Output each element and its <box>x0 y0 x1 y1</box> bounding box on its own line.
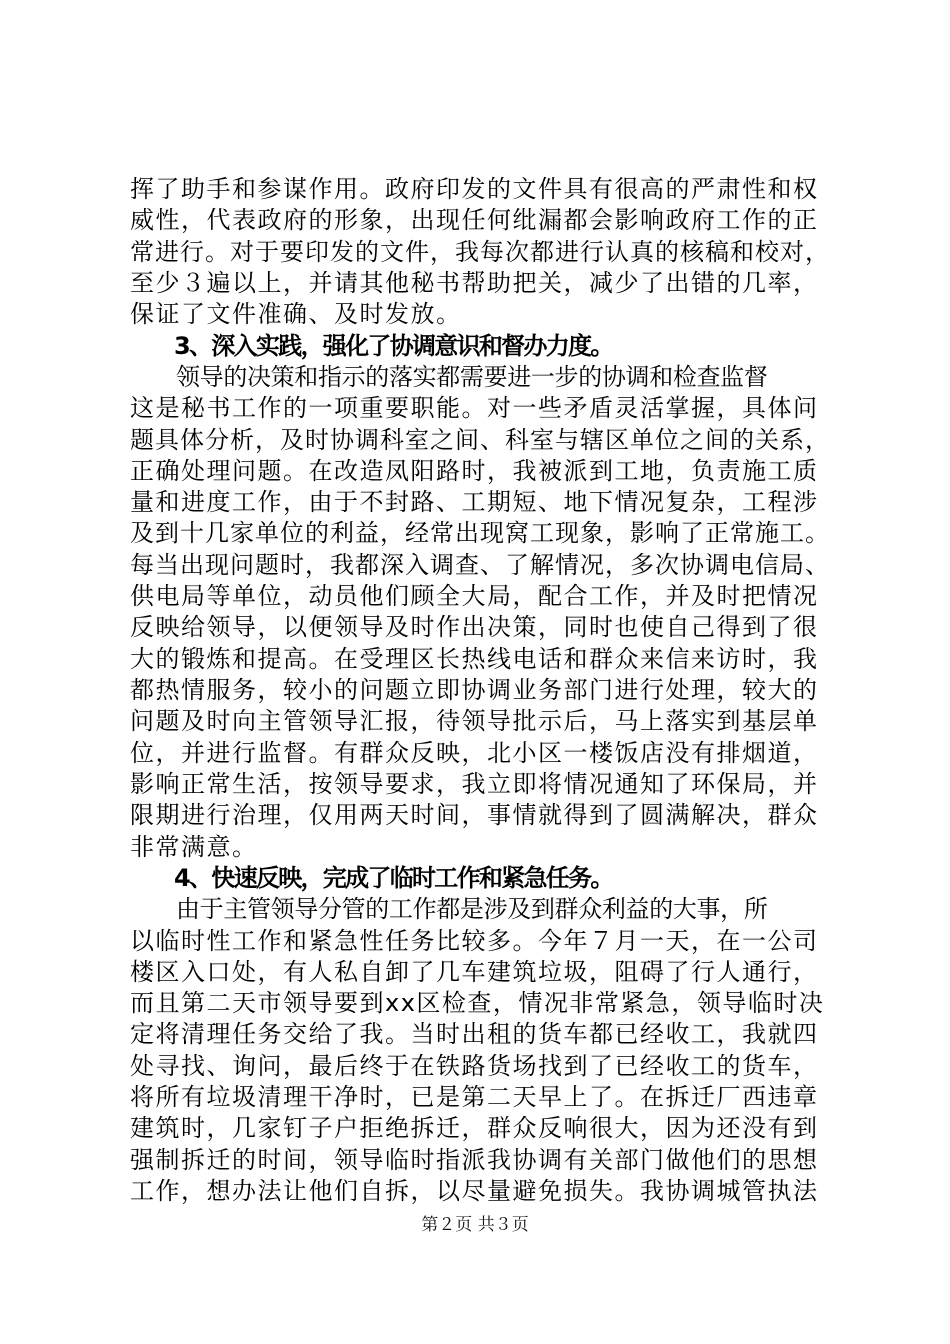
body-line: 大的锻炼和提高。在受理区长热线电话和群众来信来访时，我 <box>130 645 819 673</box>
body-line: 至少３遍以上，并请其他秘书帮助把关，减少了出错的几率， <box>130 269 819 297</box>
body-line: 每当出现问题时，我都深入调查、了解情况，多次协调电信局、 <box>130 551 830 579</box>
section-heading: 4、快速反映，完成了临时工作和紧急任务。 <box>174 864 613 892</box>
body-line: 建筑时，几家钉子户拒绝拆迁，群众反响很大，因为还没有到 <box>130 1114 819 1142</box>
body-line: 限期进行治理，仅用两天时间，事情就得到了圆满解决，群众 <box>130 801 819 829</box>
body-line: 及到十几家单位的利益，经常出现窝工现象，影响了正常施工。 <box>130 519 830 547</box>
body-line: 而且第二天市领导要到xx区检查，情况非常紧急，领导临时决 <box>130 989 825 1017</box>
body-line: 正确处理问题。在改造凤阳路时，我被派到工地，负责施工质 <box>130 457 819 485</box>
page-footer: 第２页 共３页 <box>421 1215 529 1235</box>
body-line: 保证了文件准确、及时发放。 <box>130 300 462 328</box>
body-line: 位，并进行监督。有群众反映，北小区一楼饭店没有排烟道， <box>130 739 819 767</box>
body-line: 威性，代表政府的形象，出现任何纰漏都会影响政府工作的正 <box>130 206 819 234</box>
body-line: 这是秘书工作的一项重要职能。对一些矛盾灵活掌握，具体问 <box>130 394 819 422</box>
body-line: 题具体分析，及时协调科室之间、科室与辖区单位之间的关系， <box>130 426 830 454</box>
body-line: 以临时性工作和紧急性任务比较多。今年７月一天，在一公司 <box>130 927 819 955</box>
body-line: 处寻找、询问，最后终于在铁路货场找到了已经收工的货车， <box>130 1052 819 1080</box>
body-line: 都热情服务，较小的问题立即协调业务部门进行处理，较大的 <box>130 676 819 704</box>
paragraph-first-line: 领导的决策和指示的落实都需要进一步的协调和检查监督 <box>176 363 768 391</box>
body-line: 强制拆迁的时间，领导临时指派我协调有关部门做他们的思想 <box>130 1146 819 1174</box>
body-line: 非常满意。 <box>130 833 258 861</box>
body-line: 定将清理任务交给了我。当时出租的货车都已经收工，我就四 <box>130 1020 819 1048</box>
body-line: 工作，想办法让他们自拆，以尽量避免损失。我协调城管执法 <box>130 1177 819 1205</box>
body-line: 将所有垃圾清理干净时，已是第二天早上了。在拆迁厂西违章 <box>130 1083 819 1111</box>
paragraph-first-line: 由于主管领导分管的工作都是涉及到群众利益的大事，所 <box>176 895 768 923</box>
body-line: 供电局等单位，动员他们顾全大局，配合工作，并及时把情况 <box>130 582 819 610</box>
body-line: 影响正常生活，按领导要求，我立即将情况通知了环保局，并 <box>130 770 819 798</box>
body-line: 问题及时向主管领导汇报，待领导批示后，马上落实到基层单 <box>130 707 819 735</box>
section-heading: 3、深入实践，强化了协调意识和督办力度。 <box>174 332 613 360</box>
body-line: 楼区入口处，有人私自卸了几车建筑垃圾，阻碍了行人通行， <box>130 958 819 986</box>
body-line: 反映给领导，以便领导及时作出决策，同时也使自己得到了很 <box>130 613 819 641</box>
body-line: 挥了助手和参谋作用。政府印发的文件具有很高的严肃性和权 <box>130 175 819 203</box>
body-line: 常进行。对于要印发的文件，我每次都进行认真的核稿和校对， <box>130 238 830 266</box>
body-line: 量和进度工作，由于不封路、工期短、地下情况复杂，工程涉 <box>130 488 819 516</box>
